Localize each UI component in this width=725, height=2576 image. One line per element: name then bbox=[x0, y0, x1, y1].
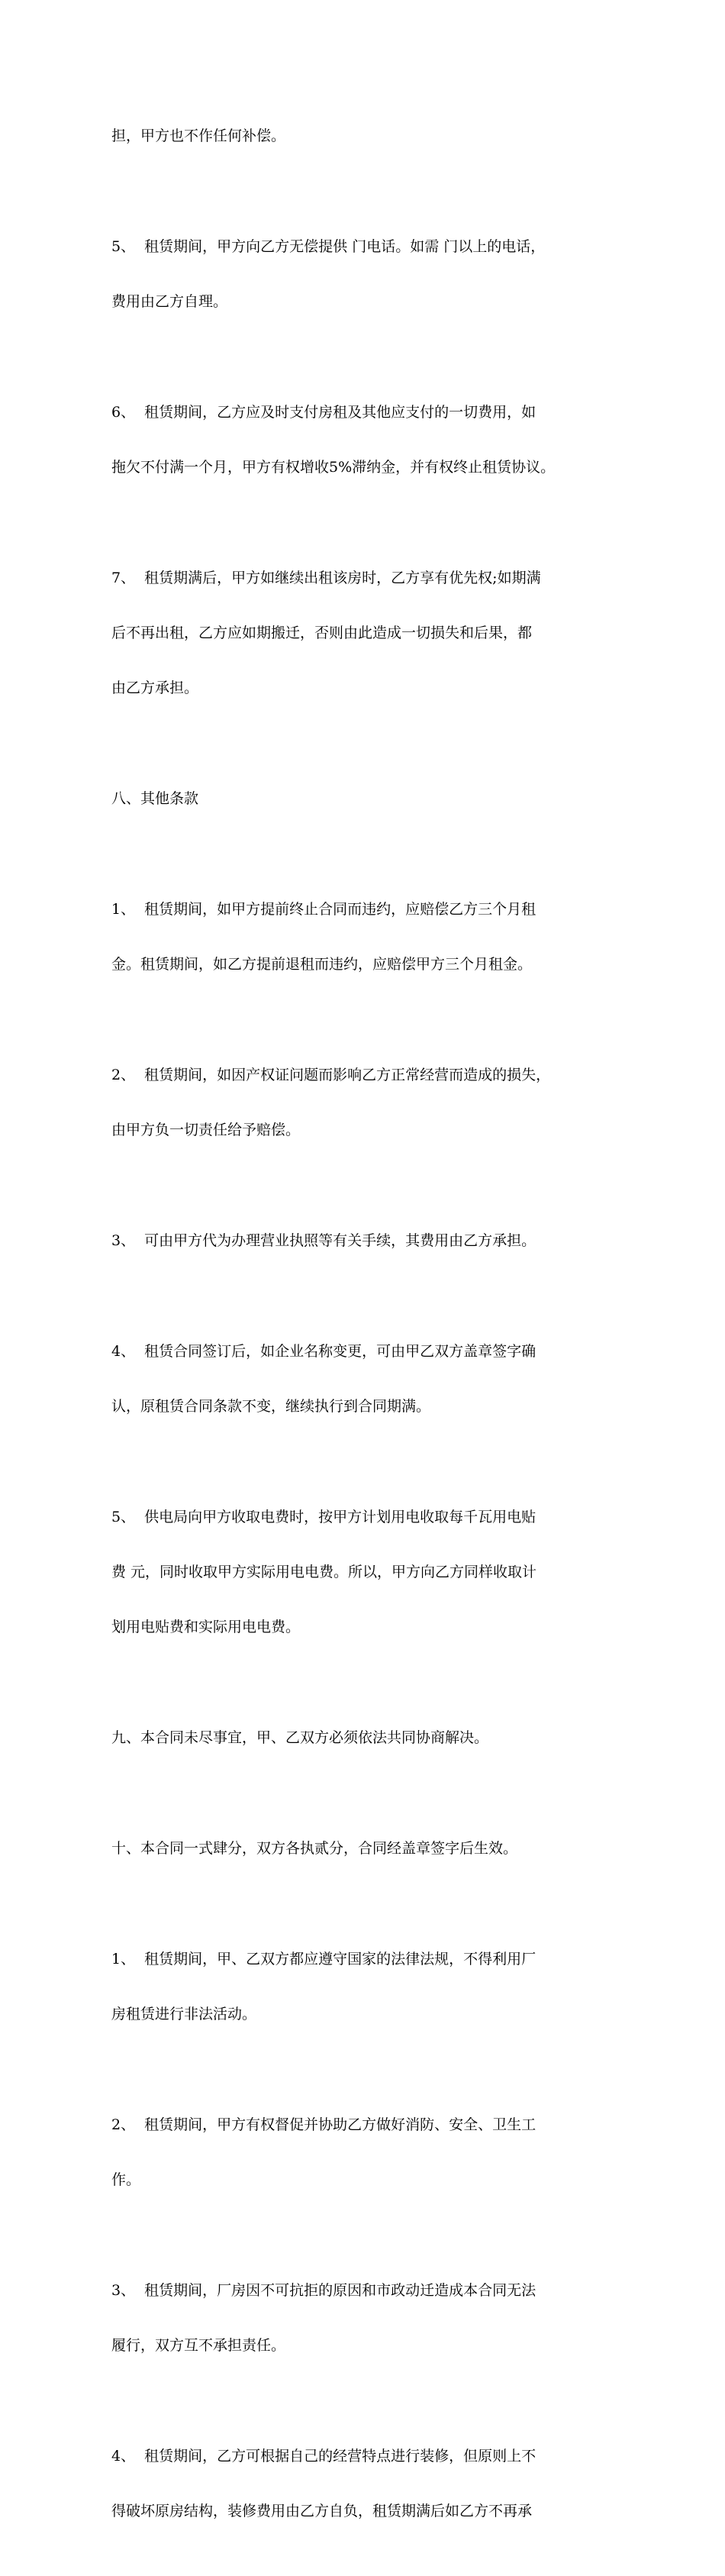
paragraph-line: 5、 租赁期间，甲方向乙方无偿提供 门电话。如需 门以上的电话， bbox=[111, 238, 546, 255]
paragraph-line: 7、 租赁期满后，甲方如继续出租该房时，乙方享有优先权;如期满 bbox=[111, 570, 541, 586]
section-heading-8 bbox=[111, 753, 638, 844]
paragraph-line: 费 元，同时收取甲方实际用电电费。所以，甲方向乙方同样收取计 bbox=[111, 1564, 537, 1580]
paragraph-line: 履行，双方互不承担责任。 bbox=[111, 2337, 286, 2354]
paragraph-7 bbox=[111, 1029, 638, 1176]
paragraph-line: 4、 租赁合同签订后，如企业名称变更，可由甲乙双方盖章签字确 bbox=[111, 1343, 536, 1360]
paragraph-2 bbox=[111, 201, 638, 347]
paragraph-line: 认，原租赁合同条款不变，继续执行到合同期满。 bbox=[111, 1398, 431, 1415]
paragraph-10 bbox=[111, 1471, 638, 1673]
section-heading-9 bbox=[111, 1692, 638, 1784]
paragraph-line: 5、 供电局向甲方收取电费时，按甲方计划用电收取每千瓦用电贴 bbox=[111, 1509, 536, 1525]
paragraph-9 bbox=[111, 1306, 638, 1452]
paragraph-line: 6、 租赁期间，乙方应及时支付房租及其他应支付的一切费用，如 bbox=[111, 404, 536, 421]
paragraph-6 bbox=[111, 864, 638, 1010]
paragraph-line: 房租赁进行非法活动。 bbox=[111, 2006, 257, 2022]
paragraph-line: 3、 可由甲方代为办理营业执照等有关手续，其费用由乙方承担。 bbox=[111, 1232, 536, 1249]
paragraph-line: 1、 租赁期间，如甲方提前终止合同而违约，应赔偿乙方三个月租 bbox=[111, 901, 536, 918]
paragraph-line: 金。租赁期间，如乙方提前退租而违约，应赔偿甲方三个月租金。 bbox=[111, 956, 533, 973]
paragraph-line: 后不再出租，乙方应如期搬迁，否则由此造成一切损失和后果，都 bbox=[111, 625, 533, 641]
paragraph-line: 八、其他条款 bbox=[111, 790, 199, 807]
paragraph-line: 由乙方承担。 bbox=[111, 680, 199, 696]
paragraph-line: 担，甲方也不作任何补偿。 bbox=[111, 128, 286, 144]
paragraph-line: 十、本合同一式肆分，双方各执贰分，合同经盖章签字后生效。 bbox=[111, 1840, 518, 1857]
paragraph-line: 划用电贴费和实际用电电费。 bbox=[111, 1619, 301, 1635]
section-heading-10 bbox=[111, 1803, 638, 1894]
paragraph-line: 2、 租赁期间，如因产权证问题而影响乙方正常经营而造成的损失， bbox=[111, 1067, 551, 1083]
paragraph-16 bbox=[111, 2410, 638, 2557]
paragraph-line: 九、本合同未尽事宜，甲、乙双方必须依法共同协商解决。 bbox=[111, 1729, 489, 1746]
paragraph-4 bbox=[111, 532, 638, 734]
document-page bbox=[111, 90, 638, 2576]
paragraph-8 bbox=[111, 1195, 638, 1286]
paragraph-line: 作。 bbox=[111, 2171, 141, 2188]
paragraph-15 bbox=[111, 2245, 638, 2391]
paragraph-14 bbox=[111, 2079, 638, 2226]
paragraph-line: 由甲方负一切责任给予赔偿。 bbox=[111, 1122, 301, 1138]
paragraph-line: 1、 租赁期间，甲、乙双方都应遵守国家的法律法规，不得利用厂 bbox=[111, 1951, 536, 1968]
paragraph-line: 2、 租赁期间，甲方有权督促并协助乙方做好消防、安全、卫生工 bbox=[111, 2116, 536, 2133]
paragraph-3 bbox=[111, 366, 638, 513]
paragraph-1 bbox=[111, 90, 638, 182]
paragraph-line: 拖欠不付满一个月，甲方有权增收5%滞纳金，并有权终止租赁协议。 bbox=[111, 459, 556, 476]
paragraph-line: 费用由乙方自理。 bbox=[111, 293, 228, 310]
paragraph-line: 3、 租赁期间，厂房因不可抗拒的原因和市政动迁造成本合同无法 bbox=[111, 2282, 536, 2299]
paragraph-line: 4、 租赁期间，乙方可根据自己的经营特点进行装修，但原则上不 bbox=[111, 2448, 536, 2465]
paragraph-line: 得破坏原房结构，装修费用由乙方自负，租赁期满后如乙方不再承 bbox=[111, 2503, 533, 2520]
paragraph-13 bbox=[111, 1913, 638, 2060]
